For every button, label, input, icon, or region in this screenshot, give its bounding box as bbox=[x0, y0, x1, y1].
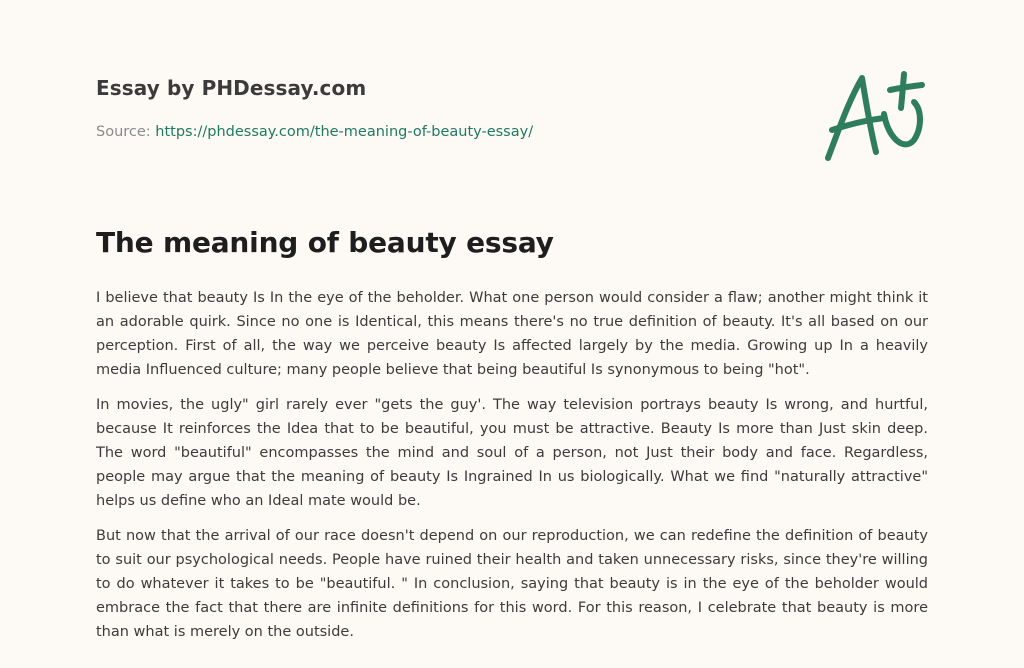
source-link[interactable]: https://phdessay.com/the-meaning-of-beauty-essay/ bbox=[155, 124, 534, 140]
logo-plus-vertical bbox=[901, 74, 904, 108]
site-label: Essay by PHDessay.com bbox=[96, 76, 367, 100]
essay-title: The meaning of beauty essay bbox=[96, 226, 554, 259]
essay-paragraph: But now that the arrival of our race doesn't depend on our reproduction, we can redefine the definition of beauty to suit our psychological needs. People have ruined their health and taken unnecessary risks, since they're willing to do whatever it takes to be "beautiful. " In conclusion, saying that beauty is in the eye of the beholder would embrace the fact that there are infinite definitions for this word. For this reason, I celebrate that beauty is more than what is merely on the outside. bbox=[96, 528, 928, 640]
essay-paragraph: I believe that beauty Is In the eye of the beholder. What one person would consider a flaw; another might think it an adorable quirk. Since no one is Identical, this means there's no true definition of beauty. It's all based on our perception. First of all, the way we perceive beauty Is affected largely by the media. Growing up In a heavily media Influenced culture; many people believe that being beautiful Is synonymous to being "hot". bbox=[96, 290, 928, 378]
source-line bbox=[96, 124, 533, 140]
essay-paragraph: In movies, the ugly" girl rarely ever "gets the guy'. The way television portrays beauty Is wrong, and hurtful, because It reinforces the Idea that to be beautiful, you must be attractive. Beauty Is more than Just skin deep. The word "beautiful" encompasses the mind and soul of a person, not Just their body and face. Regardless, people may argue that the meaning of beauty Is Ingrained In us biologically. What we find "naturally attractive" helps us define who an Ideal mate would be. bbox=[96, 397, 928, 509]
essay-body bbox=[96, 286, 928, 655]
logo-plus-horizontal bbox=[890, 85, 922, 90]
a-plus-logo bbox=[818, 66, 930, 166]
source-label: Source: bbox=[96, 124, 151, 140]
